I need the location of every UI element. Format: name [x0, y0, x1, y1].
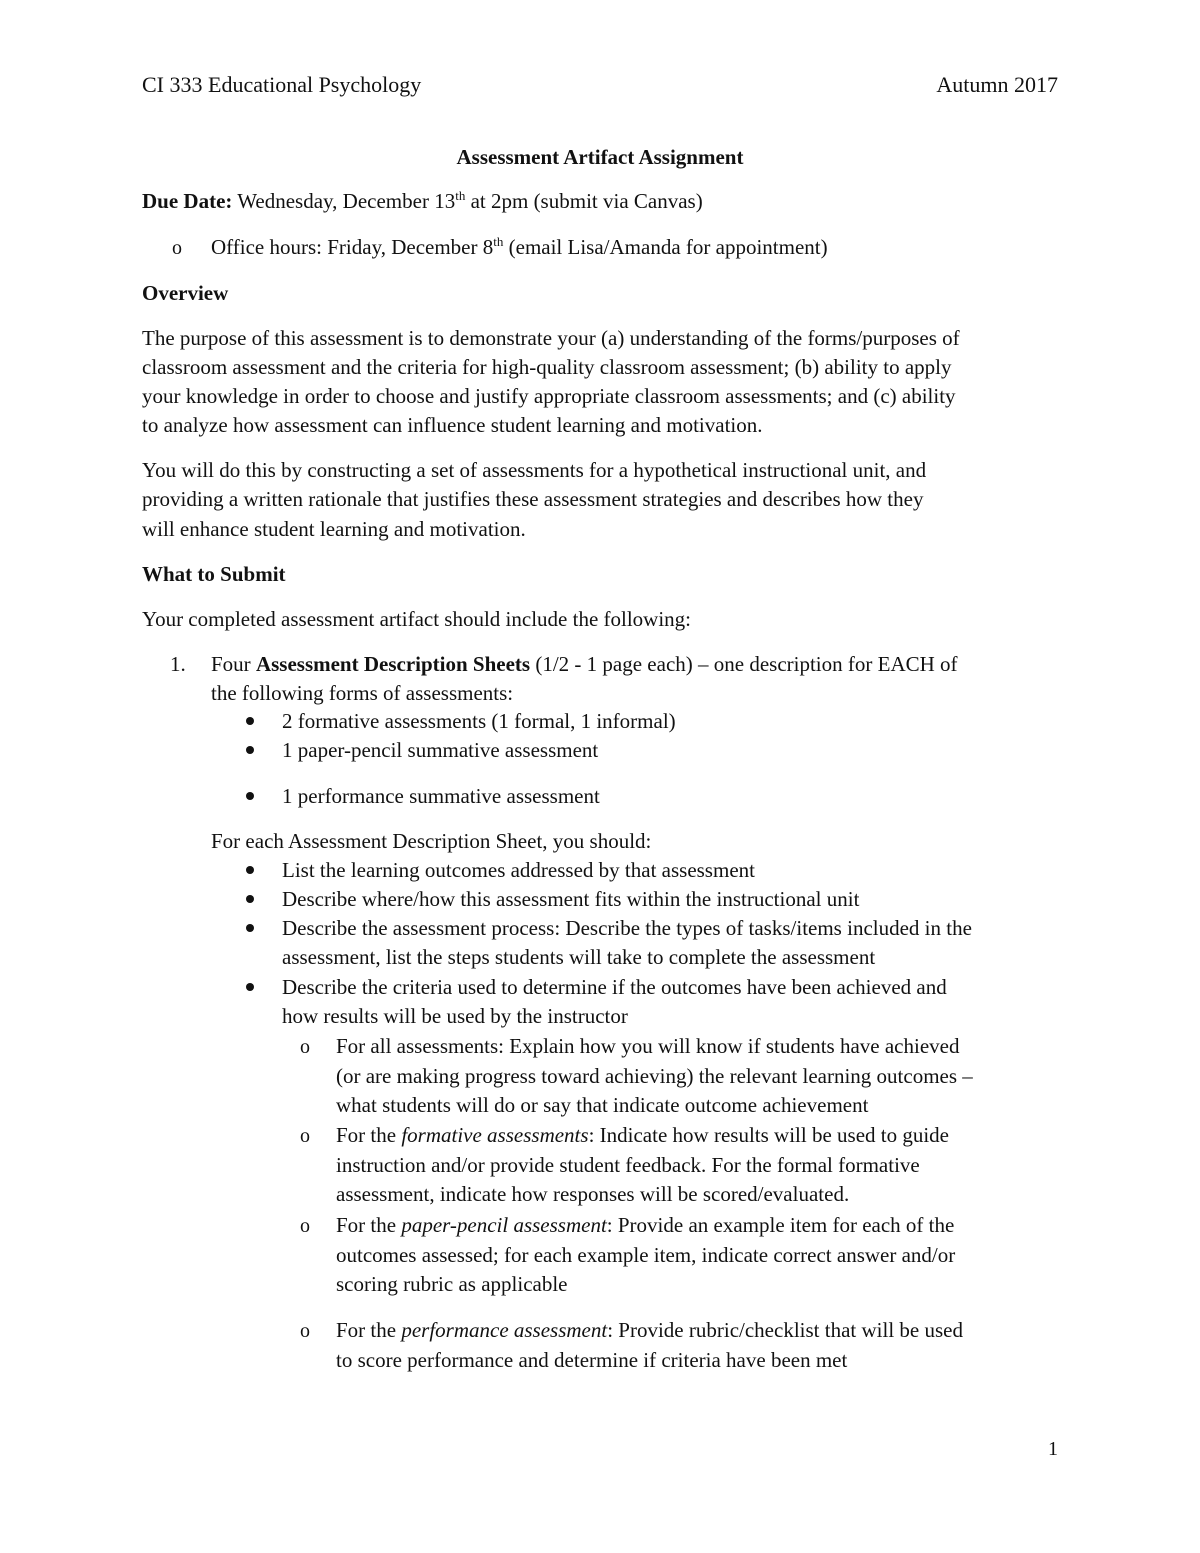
sub1-l3: what students will do or say that indicate outcome achievement — [336, 1093, 869, 1117]
sub3-l3: scoring rubric as applicable — [336, 1272, 568, 1296]
should-bullet-3-l1: Describe the assessment process: Describe the types of tasks/items included in the — [282, 916, 972, 940]
sub1-l1: For all assessments: Explain how you will know if students have achieved — [336, 1034, 960, 1058]
bullet-icon — [246, 924, 254, 932]
header-course: CI 333 Educational Psychology — [142, 72, 422, 97]
overview-heading: Overview — [142, 281, 229, 305]
bullet-icon — [246, 895, 254, 903]
should-bullet-4-l2: how results will be used by the instructor — [282, 1004, 628, 1028]
sub3-l1 — [336, 1210, 954, 1240]
sub2-post: : Indicate how results will be used to guide — [588, 1123, 950, 1147]
sub4-l2: to score performance and determine if criteria have been met — [336, 1348, 848, 1372]
bullet-icon — [246, 717, 254, 725]
item1-text-a: Four — [211, 652, 256, 676]
item1-number: 1. — [170, 652, 186, 676]
office-hours-marker: o — [172, 237, 182, 259]
sub4-post: : Provide rubric/checklist that will be used — [607, 1318, 963, 1342]
sub4-italic: performance assessment — [401, 1318, 608, 1342]
sub-bullet-marker: o — [300, 1215, 310, 1237]
document-title: Assessment Artifact Assignment — [456, 145, 744, 169]
header-term: Autumn 2017 — [936, 72, 1058, 97]
overview-p2-l2: providing a written rationale that justifies these assessment strategies and describes how they — [142, 487, 924, 511]
due-date-line — [142, 186, 703, 216]
office-hours-sup: th — [493, 234, 504, 249]
form-bullet-3: 1 performance summative assessment — [282, 784, 600, 808]
due-date-label: Due Date: — [142, 189, 233, 213]
sub-bullet-marker: o — [300, 1036, 310, 1058]
sub3-l2: outcomes assessed; for each example item, indicate correct answer and/or — [336, 1243, 956, 1267]
overview-p1-l4: to analyze how assessment can influence student learning and motivation. — [142, 413, 763, 437]
bullet-icon — [246, 866, 254, 874]
sub2-italic: formative assessments — [401, 1123, 589, 1147]
office-hours-line — [211, 232, 828, 262]
sub2-pre: For the — [336, 1123, 402, 1147]
sub3-post: : Provide an example item for each of the — [606, 1213, 955, 1237]
form-bullet-1: 2 formative assessments (1 formal, 1 informal) — [282, 709, 676, 733]
office-hours-after: (email Lisa/Amanda for appointment) — [503, 235, 828, 259]
overview-p1-l1: The purpose of this assessment is to demonstrate your (a) understanding of the forms/purposes of — [142, 326, 960, 350]
sheet-intro: For each Assessment Description Sheet, you should: — [211, 829, 652, 853]
item1-text-b: (1/2 - 1 page each) – one description for EACH of — [530, 652, 958, 676]
due-date-text: Wednesday, December 13 — [232, 189, 456, 213]
due-date-sup: th — [455, 188, 466, 203]
should-bullet-1: List the learning outcomes addressed by that assessment — [282, 858, 755, 882]
should-bullet-4-l1: Describe the criteria used to determine if the outcomes have been achieved and — [282, 975, 947, 999]
sub2-l1 — [336, 1120, 949, 1150]
sub2-l3: assessment, indicate how responses will be scored/evaluated. — [336, 1182, 850, 1206]
bullet-icon — [246, 746, 254, 754]
sub2-l2: instruction and/or provide student feedback. For the formal formative — [336, 1153, 920, 1177]
sub3-pre: For the — [336, 1213, 402, 1237]
sub-bullet-marker: o — [300, 1320, 310, 1342]
overview-p1-l2: classroom assessment and the criteria for high-quality classroom assessment; (b) ability to apply — [142, 355, 952, 379]
submit-intro: Your completed assessment artifact should include the following: — [142, 607, 692, 631]
page-number: 1 — [1048, 1438, 1058, 1460]
submit-heading: What to Submit — [142, 562, 286, 586]
bullet-icon — [246, 983, 254, 991]
should-bullet-2: Describe where/how this assessment fits within the instructional unit — [282, 887, 860, 911]
sub1-l2: (or are making progress toward achieving) the relevant learning outcomes – — [336, 1064, 973, 1088]
due-date-after: at 2pm (submit via Canvas) — [465, 189, 703, 213]
item1-bold: Assessment Description Sheets — [255, 652, 531, 676]
overview-p2-l3: will enhance student learning and motivation. — [142, 517, 526, 541]
office-hours-text: Office hours: Friday, December 8 — [211, 235, 494, 259]
form-bullet-2: 1 paper-pencil summative assessment — [282, 738, 599, 762]
sub3-italic: paper-pencil assessment — [401, 1213, 607, 1237]
overview-p2-l1: You will do this by constructing a set of assessments for a hypothetical instructional unit, and — [142, 458, 927, 482]
item1-line1 — [211, 649, 958, 679]
sub-bullet-marker: o — [300, 1125, 310, 1147]
item1-line2: the following forms of assessments: — [211, 681, 514, 705]
sub4-l1 — [336, 1315, 963, 1345]
should-bullet-3-l2: assessment, list the steps students will take to complete the assessment — [282, 945, 876, 969]
overview-p1-l3: your knowledge in order to choose and justify appropriate classroom assessments; and (c) ability — [142, 384, 956, 408]
bullet-icon — [246, 792, 254, 800]
sub4-pre: For the — [336, 1318, 402, 1342]
